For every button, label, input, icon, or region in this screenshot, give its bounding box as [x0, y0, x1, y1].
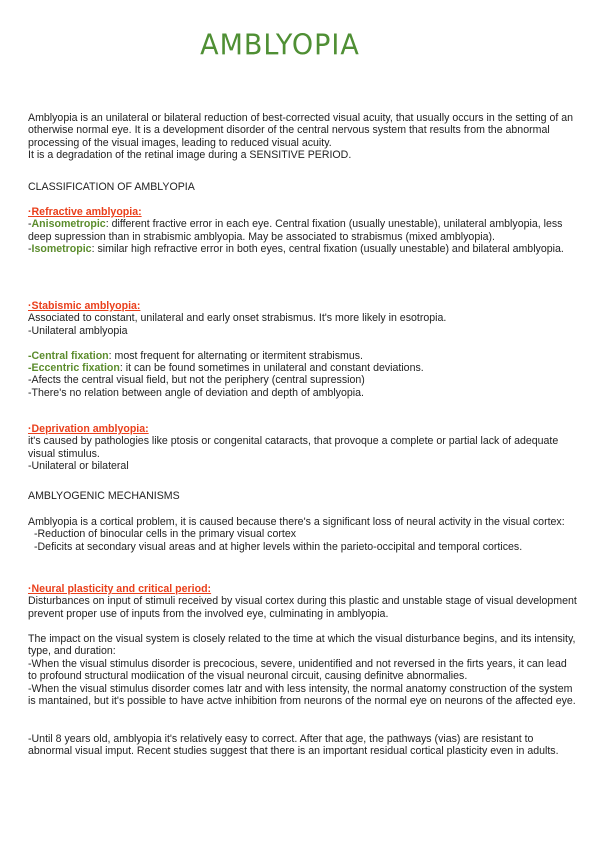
text-line: -Afects the central visual field, but not the periphery (central supression)	[28, 374, 365, 387]
section-heading: ·Neural plasticity and critical period:	[28, 583, 212, 595]
text: : similar high refractive error in both eyes, central fixation (usually unestable) and bilateral amblyopia.	[91, 243, 564, 256]
mechanisms-heading: AMBLYOGENIC MECHANISMS	[28, 490, 180, 502]
text-line: -Unilateral amblyopia	[28, 324, 128, 337]
classification-heading: CLASSIFICATION OF AMBLYOPIA	[28, 181, 195, 193]
text: : most frequent for alternating or itermitent strabismus.	[108, 349, 363, 362]
list-item	[28, 350, 578, 362]
list-item	[28, 362, 578, 374]
bullet: -Deficits at secondary visual areas and at higher levels within the parieto-occipital and temporal cortices.	[34, 540, 523, 553]
text-line: Amblyopia is a cortical problem, it is caused because there's a significant loss of neural activity in the visual cortex:	[28, 516, 565, 528]
document-title: AMBLYOPIA	[200, 29, 360, 62]
mechanisms-intro	[28, 516, 578, 553]
text: : different fractive error in each eye. Central fixation (usually unestable), unilateral amblyopia, less deep supression than in strabismic amblyopia. May be associated to strabismus (mixed amblyopia).	[28, 218, 563, 243]
prefix: -	[28, 243, 32, 256]
term: -Eccentric fixation	[28, 362, 120, 375]
intro-paragraph: Amblyopia is an unilateral or bilateral reduction of best-corrected visual acuity, that usually occurs in the setting of an otherwise normal eye. It is a development disorder of the central nervous system that results from the abnormal processing of the visual images, leading to reduced visual acuity.	[28, 112, 574, 149]
deprivation-section	[28, 423, 578, 473]
section-heading: ·Stabismic amblyopia:	[28, 300, 141, 312]
neural-section	[28, 583, 578, 620]
strabismic-section	[28, 300, 578, 399]
intro-section	[28, 112, 578, 162]
text-line: The impact on the visual system is closely related to the time at which the visual disturbance begins, and its intensity, type, and duration:	[28, 633, 576, 658]
text-line: -When the visual stimulus disorder comes latr and with less intensity, the normal anatomy construction of the system is mantained, but it's possible to have actve inhibition from neurons of the normal eye on neurons of the affected eye.	[28, 682, 576, 708]
bullet: -Reduction of binocular cells in the primary visual cortex	[34, 528, 297, 541]
text-line: Associated to constant, unilateral and early onset strabismus. It's more likely in esotropia.	[28, 312, 447, 325]
list-item	[28, 218, 578, 243]
list-item	[28, 243, 578, 255]
text: : it can be found sometimes in unilateral and constant deviations.	[119, 362, 424, 375]
text-line: -Unilateral or bilateral	[28, 460, 129, 473]
intro-paragraph: It is a degradation of the retinal image during a SENSITIVE PERIOD.	[28, 149, 352, 162]
text-line: -There's no relation between angle of deviation and depth of amblyopia.	[28, 386, 364, 399]
prefix: -	[28, 218, 32, 231]
text-line: it's caused by pathologies like ptosis or congenital cataracts, that provoque a complete or partial lack of adequate visual stimulus.	[28, 435, 559, 460]
until-paragraph: -Until 8 years old, amblyopia it's relatively easy to correct. After that age, the pathways (vias) are resistant to abnormal visual imput. Recent studies suggest that there is an important residual cortical plasticity even in adults.	[28, 733, 559, 758]
text-line: Disturbances on input of stimuli received by visual cortex during this plastic and unstable stage of visual development prevent proper use of inputs from the involved eye, culminating in amblyopia.	[28, 595, 577, 620]
term: Anisometropic	[31, 218, 106, 231]
section-heading: ·Refractive amblyopia:	[28, 206, 142, 218]
text-line: -When the visual stimulus disorder is precocious, severe, unidentified and not reversed in the firts years, it can lead to profound structural modiication of the visual neuronal circuit, causing definitve abnormalies.	[28, 657, 567, 683]
section-heading: ·Deprivation amblyopia:	[28, 423, 149, 435]
term: -Central fixation	[28, 349, 109, 362]
impact-section	[28, 633, 578, 707]
term: Isometropic	[31, 243, 92, 256]
refractive-section	[28, 206, 578, 256]
